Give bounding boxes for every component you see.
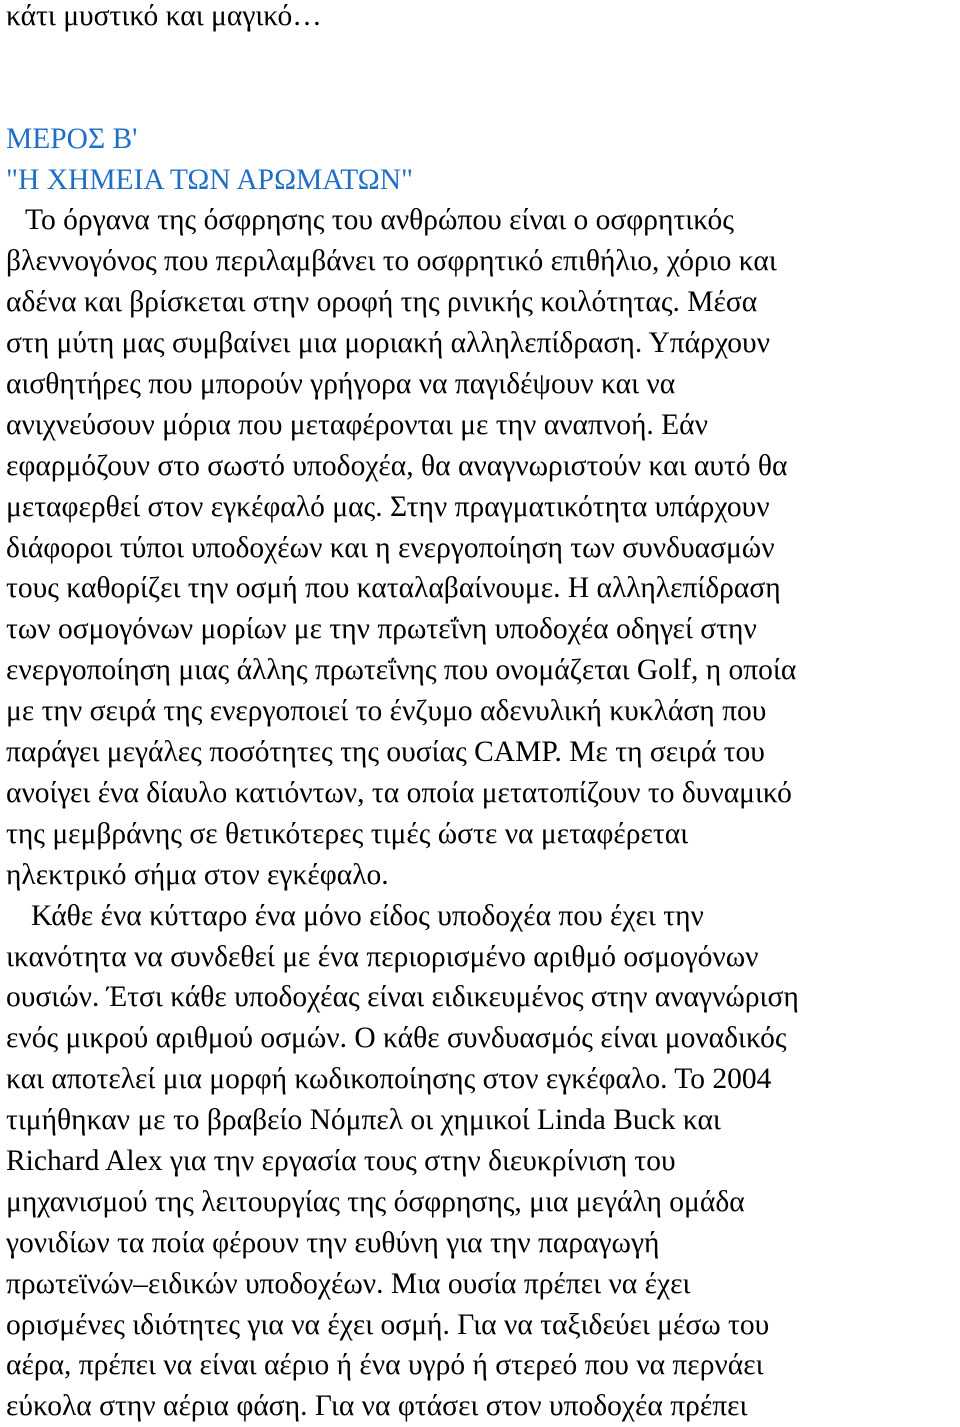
paragraph-line: ουσιών. Έτσι κάθε υποδοχέας είναι ειδικευμένος στην αναγνώριση (6, 981, 799, 1014)
paragraph-line: πρωτεϊνών–ειδικών υποδοχέων. Μια ουσία πρέπει να έχει (6, 1267, 691, 1300)
paragraph-line: γονιδίων τα ποία φέρουν την ευθύνη για την παραγωγή (6, 1226, 660, 1259)
paragraph-line: τους καθορίζει την οσμή που καταλαβαίνουμε. Η αλληλεπίδραση (6, 572, 781, 605)
section-title: "Η ΧΗΜΕΙΑ ΤΩΝ ΑΡΩΜΑΤΩΝ" (6, 163, 414, 196)
paragraph-1 (6, 200, 956, 895)
paragraph-line: τιμήθηκαν με το βραβείο Νόμπελ οι χημικοί Linda Buck και (6, 1104, 721, 1137)
paragraph-line: ηλεκτρικό σήμα στον εγκέφαλο. (6, 858, 389, 891)
intro-line: κάτι μυστικό και μαγικό… (6, 0, 322, 32)
paragraph-line: αισθητήρες που μπορούν γρήγορα να παγιδέψουν και να (6, 368, 676, 401)
paragraph-line: Κάθε ένα κύτταρο ένα μόνο είδος υποδοχέα που έχει την (31, 899, 704, 932)
paragraph-line: βλεννογόνος που περιλαμβάνει το οσφρητικό επιθήλιο, χόριο και (6, 245, 777, 278)
document-page (6, 0, 956, 1427)
paragraph-line: ικανότητα να συνδεθεί με ένα περιορισμένο αριθμό οσμογόνων (6, 940, 759, 973)
paragraph-line: με την σειρά της ενεργοποιεί το ένζυμο αδενυλική κυκλάση που (6, 695, 767, 728)
paragraph-line: αέρα, πρέπει να είναι αέριο ή ένα υγρό ή στερεό που να περνάει (6, 1349, 764, 1382)
paragraph-line: στη μύτη μας συμβαίνει μια μοριακή αλληλεπίδραση. Υπάρχουν (6, 327, 770, 360)
paragraph-line: εύκολα στην αέρια φάση. Για να φτάσει στον υποδοχέα πρέπει (6, 1390, 748, 1423)
paragraph-line: της μεμβράνης σε θετικότερες τιμές ώστε να μεταφέρεται (6, 817, 689, 850)
paragraph-line: διάφοροι τύποι υποδοχέων και η ενεργοποίηση των συνδυασμών (6, 531, 775, 564)
paragraph-line: ενός μικρού αριθμού οσμών. Ο κάθε συνδυασμός είναι μοναδικός (6, 1022, 787, 1055)
paragraph-line: Το όργανα της όσφρησης του ανθρώπου είναι ο οσφρητικός (25, 204, 734, 237)
paragraph-line: ορισμένες ιδιότητες για να έχει οσμή. Για να ταξιδεύει μέσω του (6, 1308, 770, 1341)
paragraph-line: και αποτελεί μια μορφή κωδικοποίησης στον εγκέφαλο. Το 2004 (6, 1063, 772, 1096)
paragraph-line: παράγει μεγάλες ποσότητες της ουσίας CAMP. Με τη σειρά του (6, 736, 765, 769)
paragraph-line: ενεργοποίηση μιας άλλης πρωτεΐνης που ονομάζεται Golf, η οποία (6, 654, 797, 687)
paragraph-line: αδένα και βρίσκεται στην οροφή της ρινικής κοιλότητας. Μέσα (6, 286, 758, 319)
paragraph-line: ανοίγει ένα δίαυλο κατιόντων, τα οποία μετατοπίζουν το δυναμικό (6, 776, 792, 809)
section-label: ΜΕΡΟΣ Β' (6, 122, 138, 155)
paragraph-line: Richard Alex για την εργασία τους στην διευκρίνιση του (6, 1144, 676, 1177)
paragraph-line: μηχανισμού της λειτουργίας της όσφρησης, μια μεγάλη ομάδα (6, 1185, 745, 1218)
paragraph-2 (6, 896, 956, 1427)
paragraph-line: των οσμογόνων μορίων με την πρωτεΐνη υποδοχέα οδηγεί στην (6, 613, 757, 646)
paragraph-line: μεταφερθεί στον εγκέφαλό μας. Στην πραγματικότητα υπάρχουν (6, 490, 770, 523)
paragraph-line: ανιχνεύσουν μόρια που μεταφέρονται με την αναπνοή. Εάν (6, 408, 708, 441)
blank-space (6, 37, 956, 119)
paragraph-line: εφαρμόζουν στο σωστό υποδοχέα, θα αναγνωριστούν και αυτό θα (6, 449, 788, 482)
